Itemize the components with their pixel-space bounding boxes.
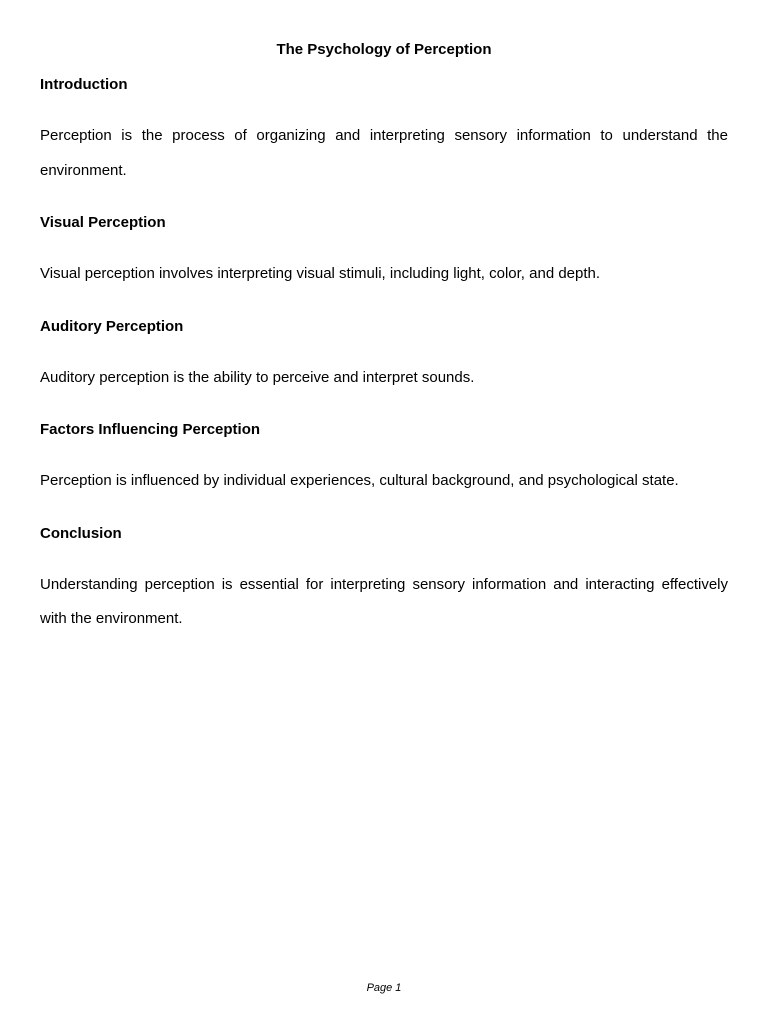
section-heading: Conclusion: [40, 524, 122, 542]
section-paragraph: Perception is influenced by individual experiences, cultural background, and psychological state.: [40, 472, 679, 489]
section-conclusion: [40, 524, 728, 637]
page-number: Page 1: [366, 982, 402, 994]
section-heading: Auditory Perception: [40, 317, 184, 335]
section-factors-influencing-perception: [40, 420, 728, 499]
section-heading: Visual Perception: [40, 214, 166, 231]
section-paragraph: Understanding perception is essential for interpreting sensory information and interacting effectively with the environment.: [40, 575, 728, 627]
section-heading: Introduction: [40, 76, 128, 93]
section-auditory-perception: [40, 317, 728, 396]
section-paragraph: Visual perception involves interpreting visual stimuli, including light, color, and depth.: [40, 265, 601, 282]
section-paragraph: Perception is the process of organizing and interpreting sensory information to understand the environment.: [40, 127, 728, 179]
section-paragraph: Auditory perception is the ability to perceive and interpret sounds.: [40, 368, 475, 386]
section-visual-perception: [40, 213, 728, 292]
section-introduction: [40, 75, 728, 188]
section-heading: Factors Influencing Perception: [40, 421, 261, 438]
document-title: The Psychology of Perception: [276, 41, 492, 58]
